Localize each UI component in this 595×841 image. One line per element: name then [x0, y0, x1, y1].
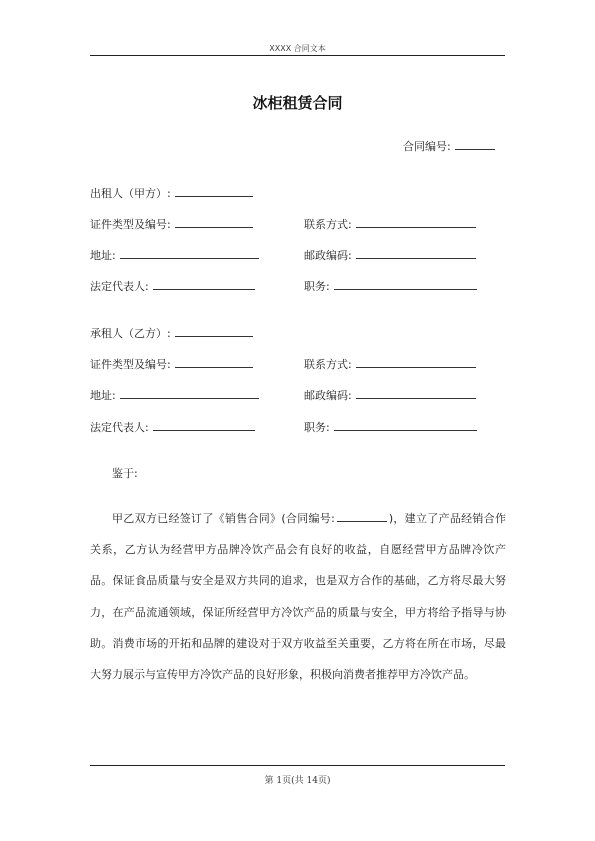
lessee-position-field — [304, 419, 477, 435]
lessor-position-blank — [334, 280, 477, 290]
lessor-address-label: 地址: — [90, 249, 116, 262]
lessee-name-blank — [175, 327, 253, 337]
lessor-postcode-label: 邮政编码: — [304, 249, 352, 262]
lessee-address-blank — [120, 389, 259, 399]
lessor-position-label: 职务: — [304, 280, 330, 293]
lessor-rep-field — [90, 278, 255, 294]
lessor-contact-field — [304, 216, 476, 232]
lessee-id-field — [90, 356, 253, 372]
lessor-rep-label: 法定代表人: — [90, 280, 149, 293]
lessor-name-blank — [175, 187, 253, 197]
lessor-id-field — [90, 216, 253, 232]
lessor-contact-label: 联系方式: — [304, 218, 352, 231]
lessor-name-label: 出租人（甲方）: — [90, 187, 171, 200]
footer-divider — [90, 765, 505, 766]
header-divider — [90, 55, 505, 56]
lessor-id-label: 证件类型及编号: — [90, 218, 171, 231]
lessee-postcode-label: 邮政编码: — [304, 389, 352, 402]
lessor-address-field — [90, 247, 259, 263]
lessee-rep-blank — [153, 421, 255, 431]
lessee-id-blank — [175, 358, 253, 368]
lessee-position-label: 职务: — [304, 421, 330, 434]
lessor-position-field — [304, 278, 477, 294]
recital-paragraph — [90, 503, 506, 690]
lessee-id-label: 证件类型及编号: — [90, 358, 171, 371]
lessee-name-field — [90, 325, 253, 341]
lessor-id-blank — [175, 218, 253, 228]
lessor-contact-blank — [356, 218, 476, 228]
contract-number-field — [403, 138, 495, 154]
lessee-postcode-field — [304, 387, 476, 403]
lessee-rep-field — [90, 419, 255, 435]
lessor-postcode-blank — [356, 249, 476, 259]
page-number: 第 1页(共 14页) — [264, 776, 331, 786]
contract-number-blank — [455, 140, 495, 150]
sales-contract-number-blank — [337, 512, 387, 522]
lessee-contact-field — [304, 356, 476, 372]
whereas-heading: 鉴于: — [112, 467, 138, 480]
lessee-address-label: 地址: — [90, 389, 116, 402]
lessee-contact-blank — [356, 358, 476, 368]
lessee-rep-label: 法定代表人: — [90, 421, 149, 434]
contract-number-label: 合同编号: — [403, 140, 451, 153]
lessor-address-blank — [120, 249, 259, 259]
lessee-position-blank — [334, 421, 477, 431]
lessee-postcode-blank — [356, 389, 476, 399]
lessee-address-field — [90, 387, 259, 403]
recital-text-part2: )，建立了产品经销合作关系，乙方认为经营甲方品牌冷饮产品会有良好的收益，自愿经营甲方品牌冷饮产品。保证食品质量与安全是双方共同的追求，也是双方合作的基础，乙方将尽最大努力，在产品流通领域，保证所经营甲方冷饮产品的质量与安全，甲方将给予指导与协助。消费市场的开拓和品牌的建设对于双方收益至关重要，乙方将在所在市场，尽最大努力展示与宣传甲方冷饮产品的良好形象，积极向消费者推荐甲方冷饮产品。 — [90, 512, 507, 682]
running-header: XXXX 合同文本 — [269, 44, 326, 53]
lessor-postcode-field — [304, 247, 476, 263]
document-title: 冰柜租赁合同 — [252, 94, 343, 112]
lessor-rep-blank — [153, 280, 255, 290]
lessee-name-label: 承租人（乙方）: — [90, 327, 171, 340]
recital-text-part1: 甲乙双方已经签订了《销售合同》(合同编号: — [112, 512, 335, 525]
lessee-contact-label: 联系方式: — [304, 358, 352, 371]
lessor-name-field — [90, 185, 253, 201]
